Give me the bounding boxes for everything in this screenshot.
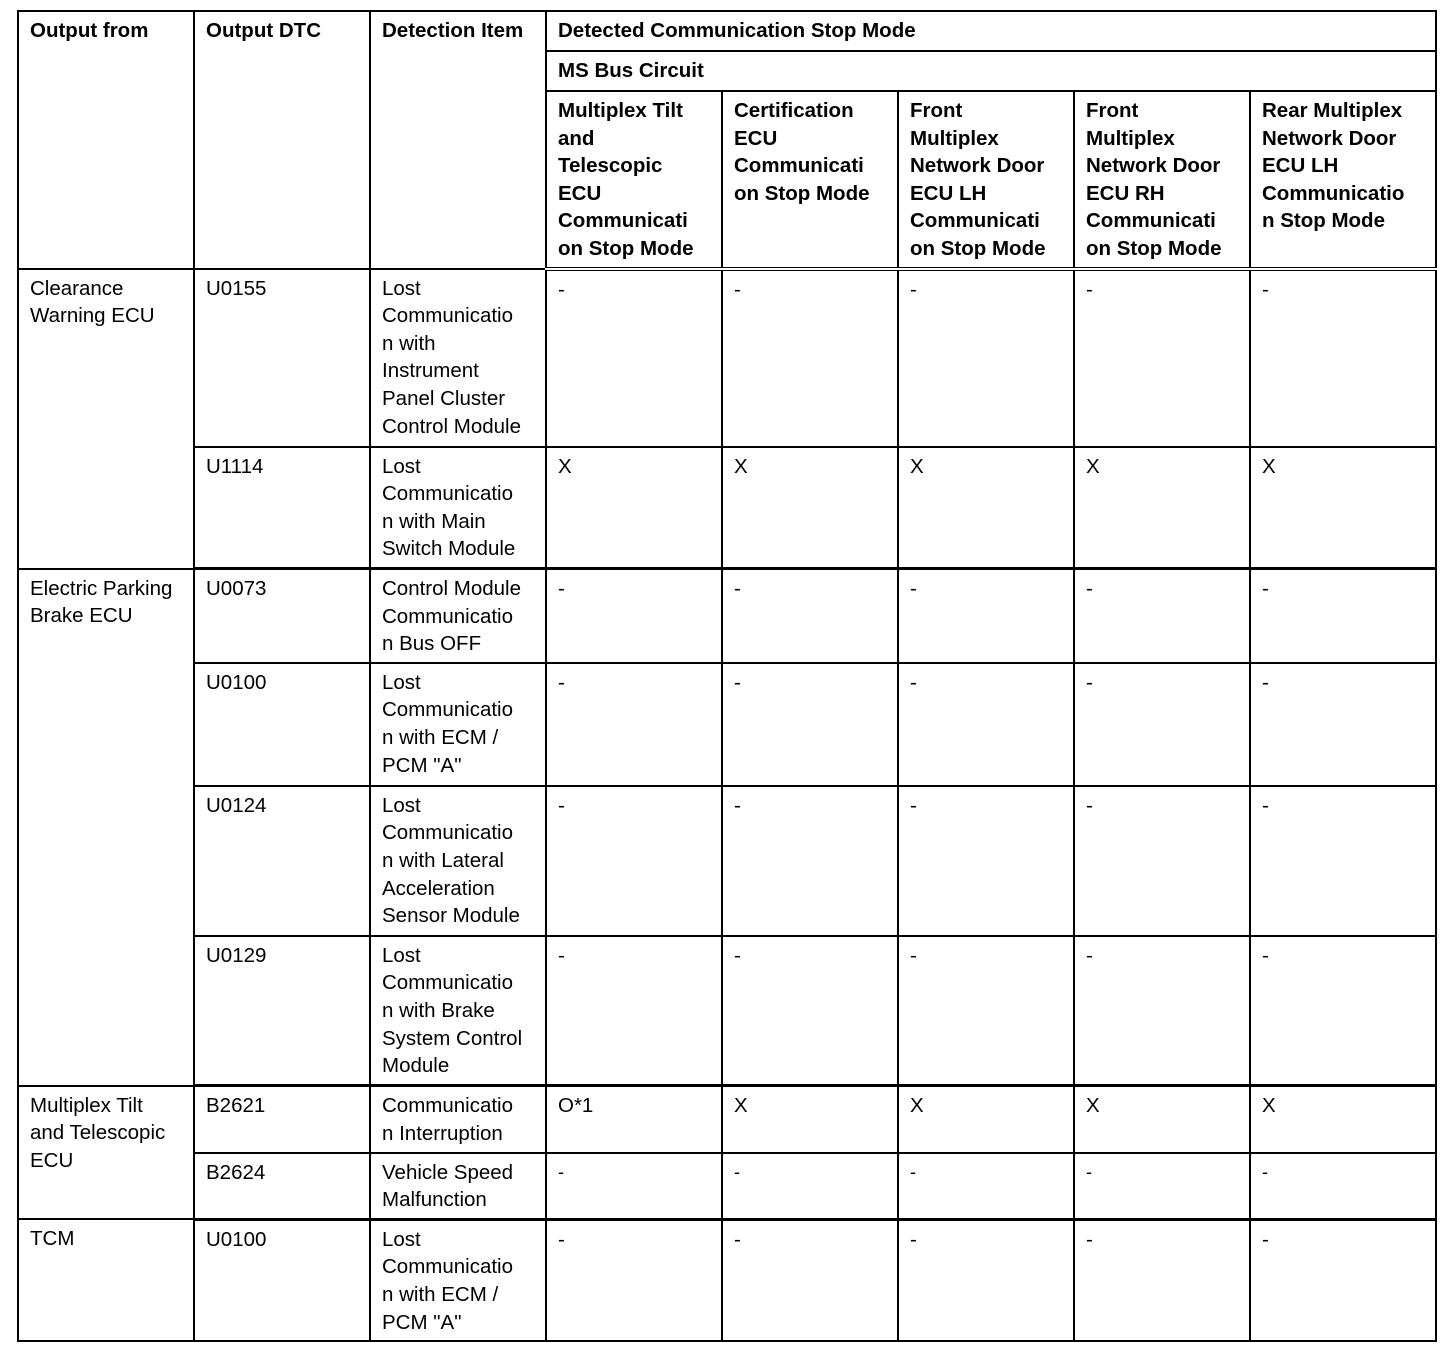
header-row-1: [18, 11, 1436, 51]
output-from-cell: TCM: [18, 1219, 194, 1341]
detection-item-cell: Lost Communicatio n with Instrument Panel Cluster Control Module: [370, 269, 546, 447]
header-ms-bus-circuit: MS Bus Circuit: [546, 51, 1436, 91]
detection-item-cell: Lost Communicatio n with Main Switch Module: [370, 447, 546, 569]
header-col-tilt-telescopic: Multiplex Tilt and Telescopic ECU Communicati on Stop Mode: [546, 91, 722, 269]
value-cell: -: [898, 936, 1074, 1086]
detection-item-cell: Vehicle Speed Malfunction: [370, 1153, 546, 1220]
dtc-cell: B2621: [194, 1086, 370, 1153]
table-row: [18, 786, 1436, 936]
value-cell: -: [722, 1219, 898, 1341]
header-output-dtc: Output DTC: [194, 11, 370, 269]
value-cell: X: [1250, 1086, 1436, 1153]
value-cell: -: [1250, 1153, 1436, 1220]
header-col-front-door-lh: Front Multiplex Network Door ECU LH Communicati on Stop Mode: [898, 91, 1074, 269]
value-cell: -: [722, 786, 898, 936]
value-cell: -: [546, 569, 722, 663]
table-row: [18, 936, 1436, 1086]
value-cell: X: [1250, 447, 1436, 569]
value-cell: X: [1074, 447, 1250, 569]
value-cell: X: [1074, 1086, 1250, 1153]
value-cell: -: [1074, 1153, 1250, 1220]
output-from-cell: Multiplex Tilt and Telescopic ECU: [18, 1086, 194, 1219]
value-cell: -: [1074, 936, 1250, 1086]
value-cell: O*1: [546, 1086, 722, 1153]
value-cell: -: [1074, 269, 1250, 447]
table-row: [18, 1086, 1436, 1153]
value-cell: -: [722, 269, 898, 447]
value-cell: -: [722, 936, 898, 1086]
dtc-cell: U0155: [194, 269, 370, 447]
value-cell: -: [1250, 569, 1436, 663]
dtc-cell: U1114: [194, 447, 370, 569]
value-cell: -: [546, 786, 722, 936]
value-cell: -: [1250, 1219, 1436, 1341]
dtc-cell: U0100: [194, 663, 370, 786]
value-cell: -: [546, 1219, 722, 1341]
value-cell: -: [1074, 663, 1250, 786]
detection-item-cell: Lost Communicatio n with ECM / PCM "A": [370, 663, 546, 786]
dtc-cell: U0100: [194, 1219, 370, 1341]
value-cell: -: [546, 936, 722, 1086]
value-cell: -: [1250, 269, 1436, 447]
detection-item-cell: Lost Communicatio n with Brake System Control Module: [370, 936, 546, 1086]
table-row: [18, 569, 1436, 663]
value-cell: -: [898, 269, 1074, 447]
value-cell: -: [546, 269, 722, 447]
table-row: [18, 1219, 1436, 1341]
value-cell: -: [898, 663, 1074, 786]
value-cell: -: [1074, 569, 1250, 663]
value-cell: -: [898, 569, 1074, 663]
dtc-cell: U0124: [194, 786, 370, 936]
dtc-communication-stop-table: [17, 10, 1437, 1342]
header-col-certification: Certification ECU Communicati on Stop Mode: [722, 91, 898, 269]
value-cell: -: [546, 663, 722, 786]
table-row: [18, 269, 1436, 447]
value-cell: -: [898, 1153, 1074, 1220]
value-cell: -: [1250, 786, 1436, 936]
dtc-cell: U0073: [194, 569, 370, 663]
header-col-front-door-rh: Front Multiplex Network Door ECU RH Communicati on Stop Mode: [1074, 91, 1250, 269]
value-cell: -: [1250, 936, 1436, 1086]
header-detection-item: Detection Item: [370, 11, 546, 269]
detection-item-cell: Communicatio n Interruption: [370, 1086, 546, 1153]
table-row: [18, 447, 1436, 569]
value-cell: -: [722, 663, 898, 786]
detection-item-cell: Control Module Communicatio n Bus OFF: [370, 569, 546, 663]
value-cell: X: [722, 1086, 898, 1153]
header-detected-mode: Detected Communication Stop Mode: [546, 11, 1436, 51]
dtc-cell: B2624: [194, 1153, 370, 1220]
table-row: [18, 1153, 1436, 1220]
value-cell: -: [1074, 786, 1250, 936]
value-cell: X: [546, 447, 722, 569]
value-cell: -: [546, 1153, 722, 1220]
value-cell: -: [1250, 663, 1436, 786]
value-cell: X: [898, 447, 1074, 569]
value-cell: -: [1074, 1219, 1250, 1341]
value-cell: X: [898, 1086, 1074, 1153]
detection-item-cell: Lost Communicatio n with Lateral Acceleration Sensor Module: [370, 786, 546, 936]
value-cell: -: [898, 786, 1074, 936]
output-from-cell: Electric Parking Brake ECU: [18, 569, 194, 1086]
value-cell: -: [722, 1153, 898, 1220]
dtc-cell: U0129: [194, 936, 370, 1086]
detection-item-cell: Lost Communicatio n with ECM / PCM "A": [370, 1219, 546, 1341]
value-cell: X: [722, 447, 898, 569]
output-from-cell: Clearance Warning ECU: [18, 269, 194, 569]
table-row: [18, 663, 1436, 786]
header-col-rear-door-lh: Rear Multiplex Network Door ECU LH Communicatio n Stop Mode: [1250, 91, 1436, 269]
value-cell: -: [898, 1219, 1074, 1341]
value-cell: -: [722, 569, 898, 663]
header-output-from: Output from: [18, 11, 194, 269]
